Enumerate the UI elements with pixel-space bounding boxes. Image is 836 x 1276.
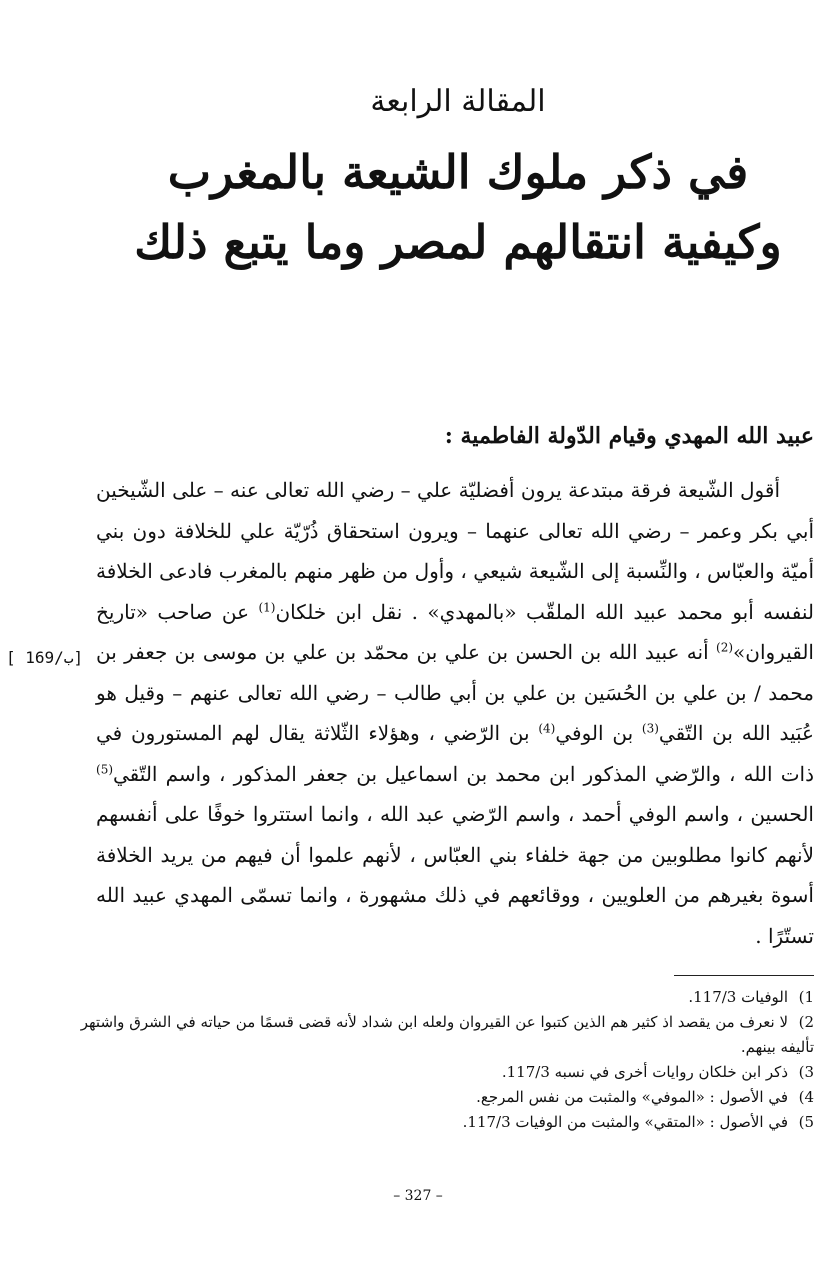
footnote-text: في الأصول : «الموفي» والمثبت من نفس المرجع.	[476, 1088, 788, 1106]
footnote-number: 5)	[798, 1113, 814, 1131]
footnote-item	[74, 1085, 814, 1110]
body-text	[96, 470, 814, 956]
footnote-item	[74, 1110, 814, 1135]
footnote-text: الوفيات 117/3.	[688, 988, 788, 1006]
footnote-ref-2[interactable]: (2)	[716, 640, 734, 655]
chapter-title-line-2: وكيفية انتقالهم لمصر وما يتبع ذلك	[134, 215, 782, 269]
body-text-segment: بن الوفي	[555, 721, 642, 745]
footnote-number: 1)	[798, 988, 814, 1006]
footnotes-list	[74, 985, 814, 1135]
footnote-item	[74, 1060, 814, 1085]
footnote-text: لا نعرف من يقصد اذ كثير هم الذين كتبوا عن القيروان ولعله ابن شداد لأنه قضى قسمًا من حياته في الشرق واشتهر تأليفه بينهم.	[80, 1013, 814, 1056]
manuscript-folio-marker: [ 169/ب]	[6, 648, 84, 667]
footnote-ref-3[interactable]: (3)	[641, 721, 659, 736]
page-number: – 327 –	[393, 1188, 443, 1204]
footnote-ref-1[interactable]: (1)	[258, 599, 276, 614]
footnote-number: 3)	[798, 1063, 814, 1081]
footnote-number: 2)	[798, 1013, 814, 1031]
body-paragraph	[96, 470, 814, 956]
footnote-text: ذكر ابن خلكان روايات أخرى في نسبه 117/3.	[501, 1063, 788, 1081]
footnote-item	[74, 985, 814, 1010]
footnote-number: 4)	[798, 1088, 814, 1106]
footnote-text: في الأصول : «المتقي» والمثبت من الوفيات 117/3.	[462, 1113, 788, 1131]
footnote-divider	[674, 975, 814, 976]
chapter-label: المقالة الرابعة	[370, 84, 546, 119]
body-text-segment: أنه عبيد الله بن الحسن بن علي بن محمّد بن علي بن موسى بن جعفر بن محمد / بن علي بن الحُسَين بن علي بن أبي طالب – رضي الله تعالى عنهم – وقيل هو عُبَيد الله بن التّقي	[96, 640, 814, 745]
footnote-item	[74, 1010, 814, 1060]
footnote-ref-4[interactable]: (4)	[538, 721, 556, 736]
section-heading: عبيد الله المهدي وقيام الدّولة الفاطمية :	[444, 423, 814, 449]
body-text-segment: بن الرّضي ، وهؤلاء الثّلاثة يقال لهم المستورون في ذات الله ، والرّضي المذكور ابن محمد بن اسماعيل بن جعفر المذكور ، واسم التّقي	[96, 721, 814, 786]
chapter-title-line-1: في ذكر ملوك الشيعة بالمغرب	[167, 145, 749, 199]
body-text-segment: أقول الشّيعة فرقة مبتدعة يرون أفضليّة علي – رضي الله تعالى عنه – على الشّيخين أبي بكر وعمر – رضي الله تعالى عنهما – ويرون استحقاق ذُرّيّة علي للخلافة دون بني أميّة والعبّاس ، والنِّسبة إلى الشّيعة شيعي ، وأول من ظهر منهم بالمغرب فادعى الخلافة لنفسه أبو محمد عبيد الله الملقّب «بالمهدي» . نقل ابن خلكان	[96, 478, 814, 624]
body-text-segment: الحسين ، واسم الوفي أحمد ، واسم الرّضي عبد الله ، وانما استتروا خوفًا على أنفسهم لأنهم كانوا مطلوبين من جهة خلفاء بني العبّاس ، لأنهم علموا أن فيهم من يريد الخلافة أسوة بغيرهم من العلويين ، ووقائعهم في ذلك مشهورة ، وانما تسمّى المهدي عبيد الله تستّرًا .	[96, 802, 814, 948]
body-text-segment: عن صاحب «تاريخ القيروان»	[96, 599, 814, 664]
footnote-ref-5[interactable]: (5)	[96, 761, 114, 776]
